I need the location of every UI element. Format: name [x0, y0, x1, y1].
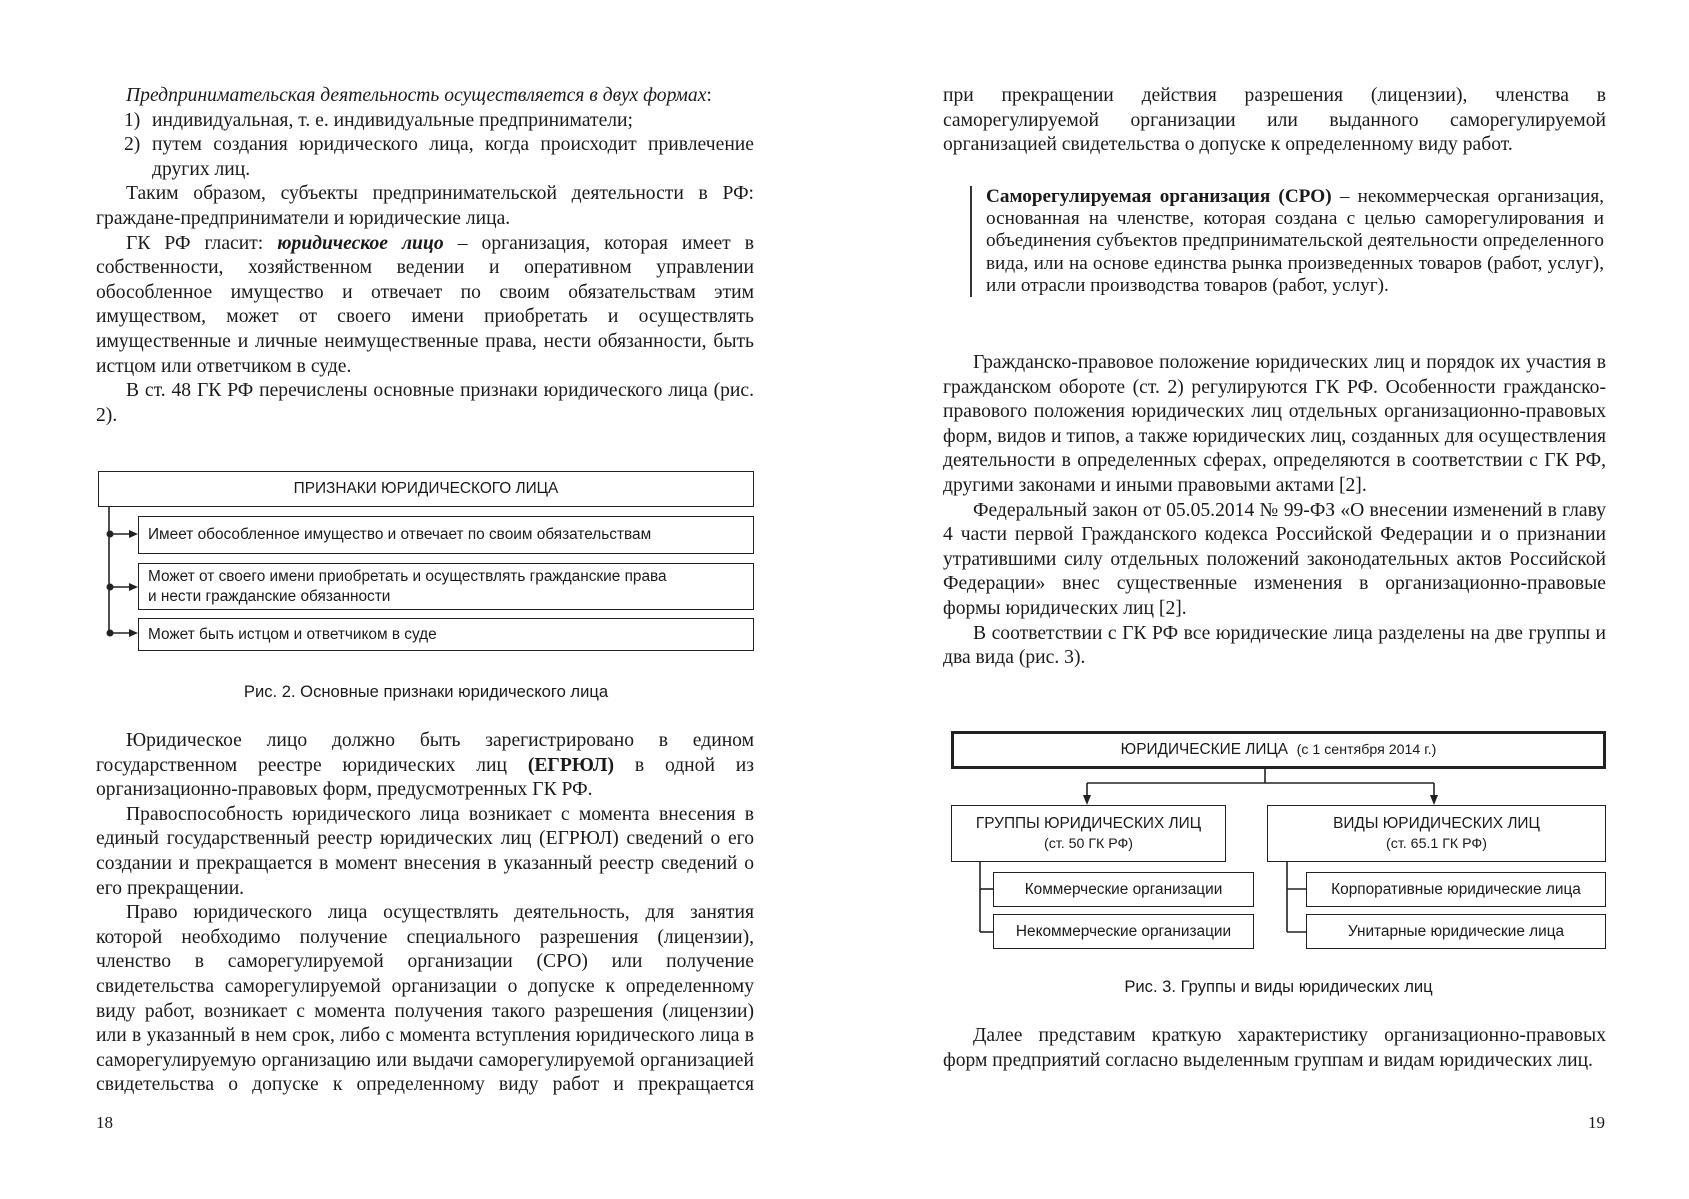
- fig3-group-item-noncommercial: Некоммерческие организации: [993, 914, 1254, 949]
- paragraph-civil-status: Гражданско-правовое положение юридических лиц и порядок их участия в гражданском обороте (ст. 2) регулируются ГК РФ. Особенности гражданско-правового положения юридических лиц отдельных организационно-правовых форм, видов и типов, а также юридических лиц, созданных для осуществления деятельности в определенных сферах, определяются в соответствии с ГК РФ, другими законами и иными правовыми актами [2].: [943, 352, 1606, 496]
- paragraph-registration: Юридическое лицо должно быть зарегистрировано в едином государственном реестре юридических лиц (ЕГРЮЛ) в одной из организационно-правовых форм, предусмотренных ГК РФ.: [96, 730, 754, 801]
- paragraph-federal-law: Федеральный закон от 05.05.2014 № 99-ФЗ «О внесении изменений в главу 4 части первой Гражданского кодекса Российской Федерации и о признании утратившими силу отдельных положений законодательных актов Российской Федерации» внес существенные изменения в организационно-правовые формы юридических лиц [2].: [943, 499, 1606, 619]
- paragraph-next: Далее представим краткую характеристику организационно-правовых форм предприятий согласно выделенным группам и видам юридических лиц.: [943, 1025, 1606, 1071]
- forms-intro-italic: Предпринимательская деятельность осуществляется в двух формах: [126, 85, 707, 106]
- paragraph-right-to-operate: Право юридического лица осуществлять деятельность, для занятия которой необходимо получение специального разрешения (лицензии), членство в саморегулируемой организации (СРО) или получение свидетельства саморегулируемой организации о допуске к определенному виду работ, возникает с момента получения такого разрешения (лицензии) или в указанный в нем срок, либо с момента вступления юридического лица в саморегулируемую организацию или выдачи саморегулируемой организацией свидетельства о допуске к определенному виду работ и прекращается: [96, 902, 754, 1096]
- term-legal-entity: юридическое лицо: [277, 232, 444, 254]
- fig3-type-item-unitary: Унитарные юридические лица: [1306, 914, 1606, 949]
- fig3-groups-box: ГРУППЫ ЮРИДИЧЕСКИХ ЛИЦ (ст. 50 ГК РФ): [951, 805, 1226, 862]
- fig2-header: ПРИЗНАКИ ЮРИДИЧЕСКОГО ЛИЦА: [98, 471, 754, 507]
- fig3-caption: Рис. 3. Группы и виды юридических лиц: [1124, 977, 1433, 996]
- paragraph-groups-intro: В соответствии с ГК РФ все юридические лица разделены на две группы и два вида (рис. 3).: [943, 622, 1606, 669]
- page-number-right: 19: [1588, 1113, 1605, 1132]
- fig3-type-item-corporate: Корпоративные юридические лица: [1306, 872, 1606, 907]
- sro-definition-box: Саморегулируемая организация (СРО) – некоммерческая организация, основанная на членстве, которая создана с целью саморегулирования и объединения субъектов предпринимательской деятельности определенного вида, или на основе единства рынка произведенных товаров (работ, услуг), или отрасли производства товаров (работ, услуг).: [970, 186, 1604, 297]
- paragraph-subjects: Таким образом, субъекты предпринимательской деятельности в РФ: граждане-предприниматели и юридические лица.: [96, 183, 754, 229]
- page-number-left: 18: [96, 1113, 113, 1132]
- forms-list-item: 2) путем создания юридического лица, когда происходит привлечение других лиц.: [124, 134, 754, 180]
- fig3-header: ЮРИДИЧЕСКИЕ ЛИЦА (с 1 сентября 2014 г.): [951, 731, 1606, 769]
- paragraph-continuation: при прекращении действия разрешения (лицензии), членства в саморегулируемой организации или выданного саморегулируемой организацией свидетельства о допуске к определенному виду работ.: [943, 85, 1606, 156]
- fig2-item-3: Может быть истцом и ответчиком в суде: [138, 618, 754, 651]
- fig3-types-box: ВИДЫ ЮРИДИЧЕСКИХ ЛИЦ (ст. 65.1 ГК РФ): [1267, 805, 1606, 862]
- paragraph-article-48: В ст. 48 ГК РФ перечислены основные признаки юридического лица (рис. 2).: [96, 380, 754, 426]
- fig2-caption: Рис. 2. Основные признаки юридического лица: [243, 682, 609, 701]
- paragraph-gk-definition: ГК РФ гласит: юридическое лицо – организация, которая имеет в собственности, хозяйственном ведении и оперативном управлении обособленное имущество и отвечает по своим обязательствам этим имуществом, может от своего имени приобретать и осуществлять имущественные и личные неимущественные права, нести обязанности, быть истцом или ответчиком в суде.: [96, 232, 755, 377]
- egrul-bold: (ЕГРЮЛ): [527, 754, 615, 776]
- forms-list-item: 1) индивидуальная, т. е. индивидуальные предприниматели;: [124, 109, 633, 131]
- right-text-block-bottom: [943, 1024, 1606, 1073]
- fig2-item-2: Может от своего имени приобретать и осуществлять гражданские права и нести гражданские обязанности: [138, 563, 754, 610]
- fig2-item-1: Имеет обособленное имущество и отвечает по своим обязательствам: [138, 516, 754, 554]
- left-text-block-bottom: [96, 729, 754, 1098]
- forms-intro: Предпринимательская деятельность осуществляется в двух формах:: [126, 85, 712, 106]
- sro-term: Саморегулируемая организация (СРО): [986, 186, 1332, 207]
- right-page: [845, 0, 1689, 1199]
- fig3-group-item-commercial: Коммерческие организации: [993, 872, 1254, 907]
- paragraph-capacity: Правоспособность юридического лица возникает с момента внесения в единый государственный реестр юридических лиц (ЕГРЮЛ) сведений о его создании и прекращается в момент внесения в указанный реестр сведений о его прекращении.: [96, 803, 754, 899]
